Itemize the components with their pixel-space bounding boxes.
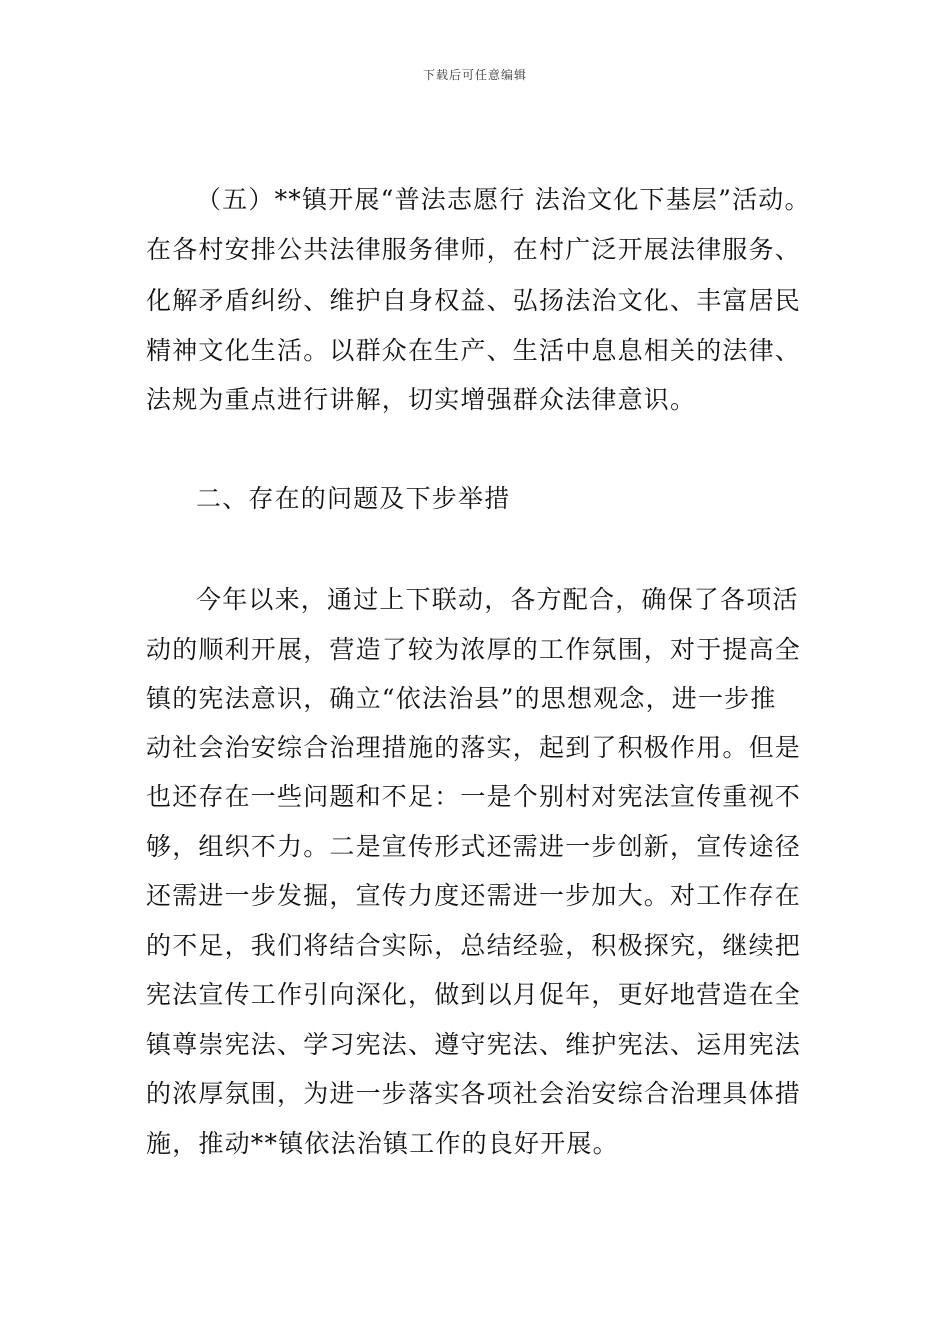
- paragraph-line: 化解矛盾纠纷、维护自身权益、弘扬法治文化、丰富居民: [146, 286, 802, 315]
- section-heading: 二、存在的问题及下步举措: [196, 484, 511, 513]
- paragraph-line: 动社会治安综合治理措施的落实，起到了积极作用。但是: [146, 733, 802, 762]
- paragraph-line: 也还存在一些问题和不足：一是个别村对宪法宣传重视不: [146, 782, 802, 811]
- paragraph-line: 的浓厚氛围，为进一步落实各项社会治安综合治理具体措: [146, 1079, 802, 1108]
- paragraph-line: 的不足，我们将结合实际，总结经验，积极探究，继续把: [146, 931, 802, 960]
- paragraph-line: 宪法宣传工作引向深化，做到以月促年，更好地营造在全: [146, 980, 802, 1009]
- paragraph-line: 镇的宪法意识，确立“依法治县”的思想观念，进一步推: [146, 684, 777, 713]
- paragraph-line: 够，组织不力。二是宣传形式还需进一步创新，宣传途径: [146, 832, 802, 861]
- paragraph-line: 在各村安排公共法律服务律师，在村广泛开展法律服务、: [146, 235, 802, 264]
- page-header: 下载后可任意编辑: [422, 68, 527, 82]
- paragraph-line: 还需进一步发掘，宣传力度还需进一步加大。对工作存在: [146, 881, 802, 910]
- paragraph-line: （五）**镇开展“普法志愿行 法治文化下基层”活动。: [196, 185, 811, 214]
- paragraph-line: 镇尊崇宪法、学习宪法、遵守宪法、维护宪法、运用宪法: [146, 1030, 802, 1059]
- paragraph-line: 精神文化生活。以群众在生产、生活中息息相关的法律、: [146, 336, 802, 365]
- paragraph-line: 今年以来，通过上下联动，各方配合，确保了各项活: [196, 585, 799, 614]
- paragraph-line: 施，推动**镇依法治镇工作的良好开展。: [146, 1129, 619, 1158]
- paragraph-line: 动的顺利开展，营造了较为浓厚的工作氛围，对于提高全: [146, 635, 802, 664]
- paragraph-line: 法规为重点进行讲解，切实增强群众法律意识。: [146, 385, 697, 414]
